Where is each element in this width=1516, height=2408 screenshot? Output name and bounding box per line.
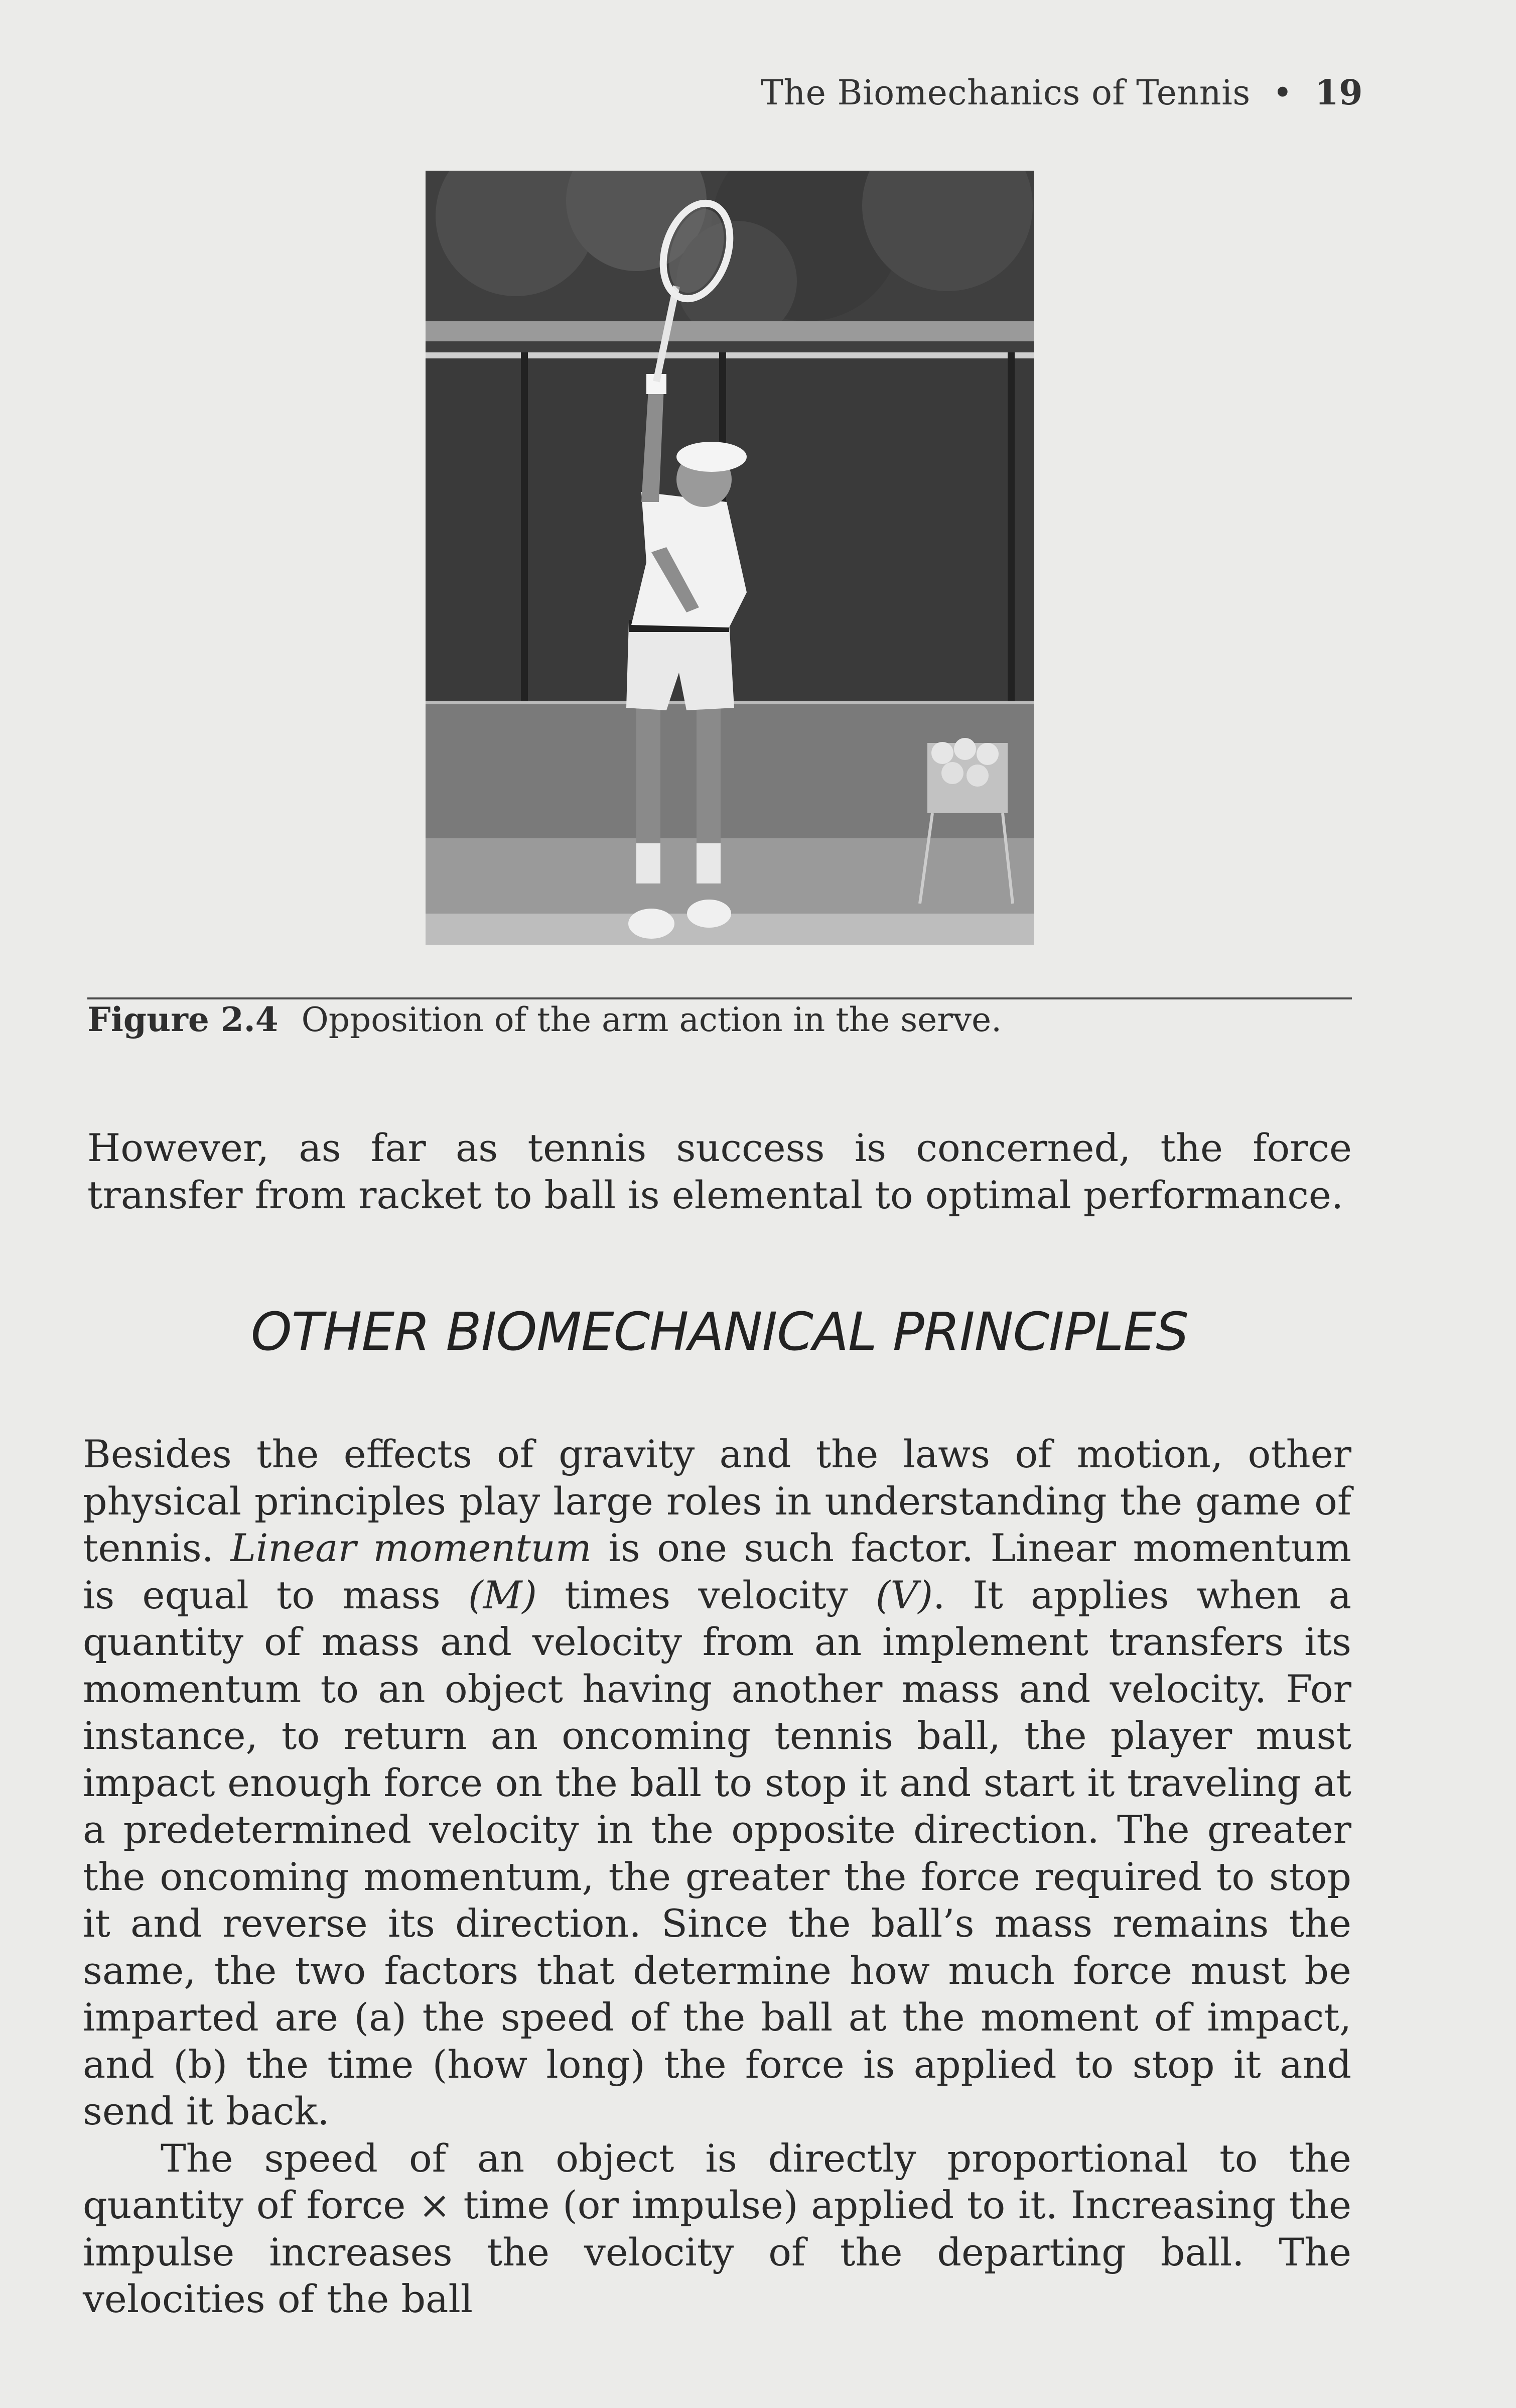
page-number: 19	[1315, 73, 1363, 113]
paragraph-1-part-3: times velocity	[537, 1572, 876, 1617]
symbol-mass: (M)	[468, 1572, 537, 1617]
section-heading: OTHER BIOMECHANICAL PRINCIPLES	[250, 1301, 1189, 1362]
paragraph-2: The speed of an object is directly proportional to the quantity of force × time (or impulse) applied to it. Increasing the impulse increases the velocity of the departing ball. The velocities of the ball	[83, 2135, 1351, 2321]
running-head-title: The Biomechanics of Tennis	[760, 73, 1251, 113]
figure-label: Figure 2.4	[87, 1000, 279, 1039]
intro-paragraph: However, as far as tennis success is concerned, the force transfer from racket to ball is elemental to optimal performance.	[87, 1125, 1352, 1217]
running-head-bullet: •	[1272, 73, 1293, 113]
figure-photo	[426, 171, 1034, 945]
paragraph-1-part-1: Besides the effects of gravity and the laws of motion, other physical principles play large roles in understanding the game of tennis.	[83, 1432, 1351, 1570]
caption-rule	[87, 997, 1352, 999]
figure-caption-text: Opposition of the arm action in the serve.	[301, 1000, 1002, 1039]
tennis-serve-photo	[426, 171, 1034, 945]
body-text	[83, 1431, 1351, 2323]
figure-caption	[87, 1000, 1002, 1039]
paragraph-1-part-2: is one such factor. Linear momentum is equal to mass	[83, 1526, 1351, 1617]
symbol-velocity: (V)	[875, 1572, 933, 1617]
term-linear-momentum: Linear momentum	[230, 1526, 592, 1570]
running-head	[761, 73, 1363, 113]
paragraph-1	[83, 1431, 1351, 2135]
paragraph-1-part-4: . It applies when a quantity of mass and velocity from an implement transfers its momentum to an object having another mass and velocity. For instance, to return an oncoming tennis ball, the player must impact enough force on the ball to stop it and start it traveling at a predetermined velocity in the opposite direction. The greater the oncoming momentum, the greater the force required to stop it and reverse its direction. Since the ball’s mass remains the same, the two factors that determine how much force must be imparted are (a) the speed of the ball at the moment of impact, and (b) the time (how long) the force is applied to stop it and send it back.	[83, 1572, 1351, 2133]
